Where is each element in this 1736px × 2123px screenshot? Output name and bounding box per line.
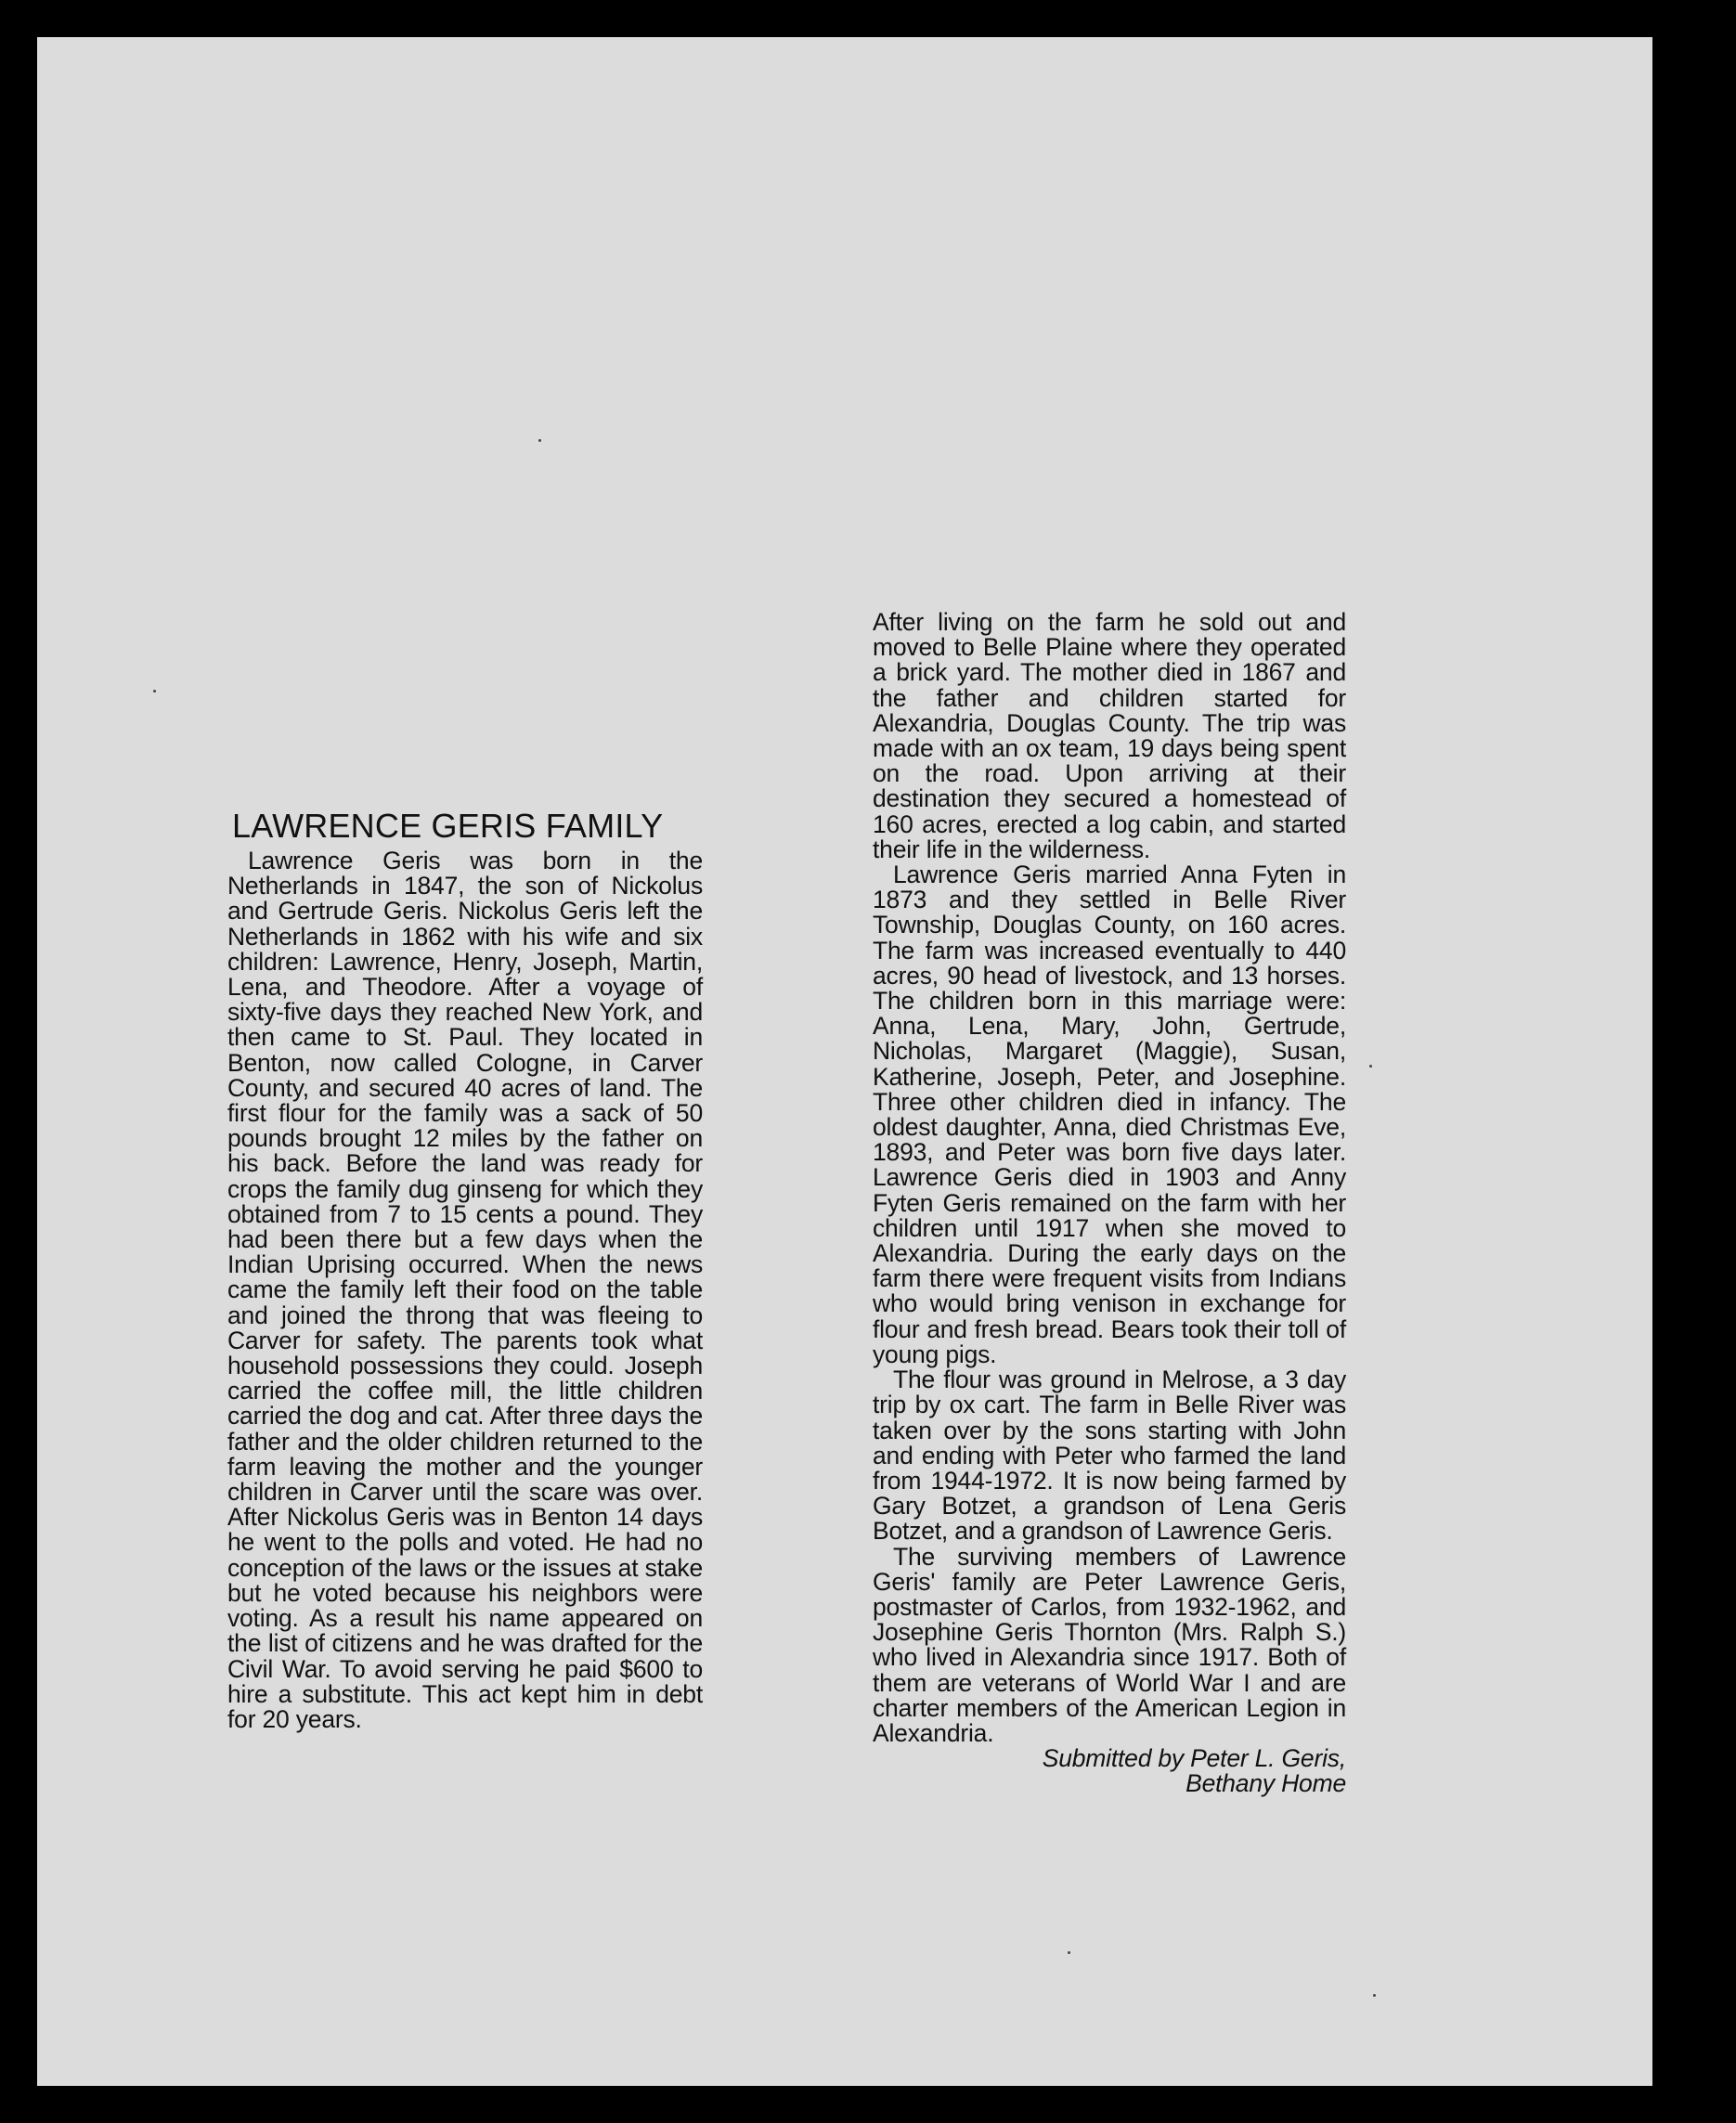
document-page: [37, 37, 1652, 2086]
scan-speck: [153, 690, 156, 693]
paragraph-4: The flour was ground in Melrose, a 3 day trip by ox cart. The farm in Belle River was taken over by the sons starting with John and ending with Peter who farmed the land from 1944-1972. It is now being farmed by Gary Botzet, a grandson of Lena Geris Botzet, and a grandson of Lawrence Geris.: [873, 1366, 1346, 1546]
scan-speck: [1068, 1951, 1070, 1954]
paragraph-2: After living on the farm he sold out and moved to Belle Plaine where they operated a brick yard. The mother died in 1867 and the father and children started for Alexandria, Douglas County. The trip was made with an ox team, 19 days being spent on the road. Upon arriving at their destination they secured a homestead of 160 acres, erected a log cabin, and started their life in the wilderness.: [873, 608, 1346, 863]
paragraph-1: Lawrence Geris was born in the Netherlands in 1847, the son of Nickolus and Gertrude Geris. Nickolus Geris left the Netherlands in 1862 with his wife and six children: Lawrence, Henry, Joseph, Martin, Lena, and Theodore. After a voyage of sixty-five days they reached New York, and then came to St. Paul. They located in Benton, now called Cologne, in Carver County, and secured 40 acres of land. The first flour for the family was a sack of 50 pounds brought 12 miles by the father on his back. Before the land was ready for crops the family dug ginseng for which they obtained from 7 to 15 cents a pound. They had been there but a few days when the Indian Uprising occurred. When the news came the family left their food on the table and joined the throng that was fleeing to Carver for safety. The parents took what household possessions they could. Joseph carried the coffee mill, the little children carried the dog and cat. After three days the father and the older children returned to the farm leaving the mother and the younger children in Carver until the scare was over. After Nickolus Geris was in Benton 14 days he went to the polls and voted. He had no conception of the laws or the issues at stake but he voted because his neighbors were voting. As a result his name appeared on the list of citizens and he was drafted for the Civil War. To avoid serving he paid $600 to hire a substitute. This act kept him in debt for 20 years.: [227, 847, 703, 1733]
right-column: [873, 610, 1346, 1797]
paragraph-3: Lawrence Geris married Anna Fyten in 1873 and they settled in Belle River Township, Douglas County, on 160 acres. The farm was increased eventually to 440 acres, 90 head of livestock, and 13 horses. The children born in this marriage were: Anna, Lena, Mary, John, Gertrude, Nicholas, Margaret (Maggie), Susan, Katherine, Joseph, Peter, and Josephine. Three other children died in infancy. The oldest daughter, Anna, died Christmas Eve, 1893, and Peter was born five days later. Lawrence Geris died in 1903 and Anny Fyten Geris remained on the farm with her children until 1917 when she moved to Alexandria. During the early days on the farm there were frequent visits from Indians who would bring venison in exchange for flour and fresh bread. Bears took their toll of young pigs.: [873, 861, 1346, 1368]
scan-speck: [538, 439, 541, 442]
left-column: [227, 808, 703, 1732]
scan-speck: [1369, 1065, 1372, 1068]
signature-line-1: Submitted by Peter L. Geris,: [1042, 1744, 1346, 1773]
signature-line-2: Bethany Home: [1185, 1769, 1346, 1798]
article-title: LAWRENCE GERIS FAMILY: [232, 807, 664, 845]
scan-speck: [1373, 1994, 1376, 1997]
paragraph-5: The surviving members of Lawrence Geris' family are Peter Lawrence Geris, postmaster of Carlos, from 1932-1962, and Josephine Geris Thornton (Mrs. Ralph S.) who lived in Alexandria since 1917. Both of them are veterans of World War I and are charter members of the American Legion in Alexandria.: [873, 1542, 1346, 1747]
